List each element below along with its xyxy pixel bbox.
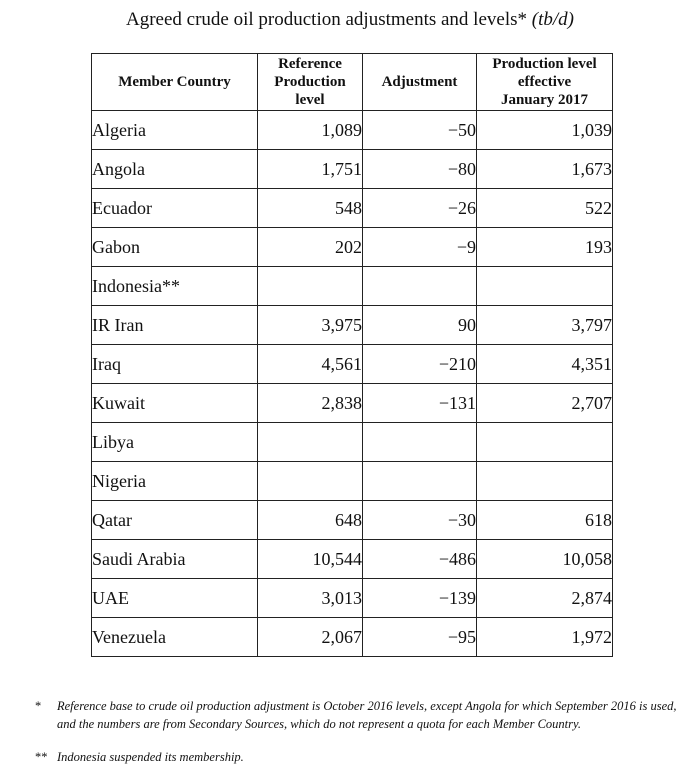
reference-cell: 1,089 [258,111,363,150]
reference-cell: 648 [258,501,363,540]
effective-cell: 4,351 [477,345,613,384]
footnote-mark: * [35,699,42,713]
production-table [91,53,613,657]
table-row [92,228,613,267]
adjustment-cell: −139 [363,579,477,618]
footnote-text: Reference base to crude oil production adjustment is October 2016 levels, except Angola for which September 2016 is used, and the numbers are from Secondary Sources, which do not represent a quota for each Member Country. [57,699,677,731]
table-row [92,579,613,618]
footnote-text: Indonesia suspended its membership. [57,750,244,764]
header-reference-production-level: Reference Production level [258,54,363,111]
effective-cell [477,423,613,462]
reference-cell: 2,838 [258,384,363,423]
effective-cell: 1,673 [477,150,613,189]
table-row [92,111,613,150]
adjustment-cell: 90 [363,306,477,345]
reference-cell: 2,067 [258,618,363,657]
effective-cell: 10,058 [477,540,613,579]
country-cell: Qatar [92,501,258,540]
table-row [92,150,613,189]
table-row [92,501,613,540]
header-production-level-effective: Production level effective January 2017 [477,54,613,111]
reference-cell: 3,013 [258,579,363,618]
country-cell: UAE [92,579,258,618]
adjustment-cell [363,462,477,501]
reference-cell [258,423,363,462]
title-text: Agreed crude oil production adjustments and levels* [126,9,528,30]
country-cell: Indonesia** [92,267,258,306]
header-row [92,54,613,111]
effective-cell: 193 [477,228,613,267]
reference-cell: 10,544 [258,540,363,579]
table-row [92,384,613,423]
reference-cell [258,267,363,306]
country-cell: Venezuela [92,618,258,657]
country-cell: IR Iran [92,306,258,345]
adjustment-cell: −30 [363,501,477,540]
reference-cell: 4,561 [258,345,363,384]
effective-cell: 1,039 [477,111,613,150]
adjustment-cell [363,267,477,306]
country-cell: Iraq [92,345,258,384]
country-cell: Angola [92,150,258,189]
adjustment-cell: −210 [363,345,477,384]
footnote-reference-base [35,697,685,733]
effective-cell: 618 [477,501,613,540]
country-cell: Algeria [92,111,258,150]
table-row [92,462,613,501]
table-row [92,540,613,579]
adjustment-cell [363,423,477,462]
table-row [92,423,613,462]
adjustment-cell: −486 [363,540,477,579]
effective-cell: 1,972 [477,618,613,657]
country-cell: Libya [92,423,258,462]
adjustment-cell: −50 [363,111,477,150]
adjustment-cell: −9 [363,228,477,267]
adjustment-cell: −80 [363,150,477,189]
reference-cell: 548 [258,189,363,228]
footnote-mark: ** [35,750,48,764]
effective-cell: 3,797 [477,306,613,345]
country-cell: Nigeria [92,462,258,501]
effective-cell: 2,874 [477,579,613,618]
footnote-indonesia [35,748,685,766]
country-cell: Ecuador [92,189,258,228]
table-row [92,618,613,657]
adjustment-cell: −26 [363,189,477,228]
reference-cell [258,462,363,501]
header-member-country: Member Country [92,54,258,111]
adjustment-cell: −131 [363,384,477,423]
country-cell: Gabon [92,228,258,267]
effective-cell [477,462,613,501]
table-row [92,267,613,306]
reference-cell: 1,751 [258,150,363,189]
country-cell: Saudi Arabia [92,540,258,579]
table-row [92,306,613,345]
table-row [92,189,613,228]
reference-cell: 3,975 [258,306,363,345]
country-cell: Kuwait [92,384,258,423]
title-unit: (tb/d) [531,9,574,30]
effective-cell: 2,707 [477,384,613,423]
adjustment-cell: −95 [363,618,477,657]
table-row [92,345,613,384]
reference-cell: 202 [258,228,363,267]
effective-cell [477,267,613,306]
header-adjustment: Adjustment [363,54,477,111]
page-title [0,9,700,31]
effective-cell: 522 [477,189,613,228]
